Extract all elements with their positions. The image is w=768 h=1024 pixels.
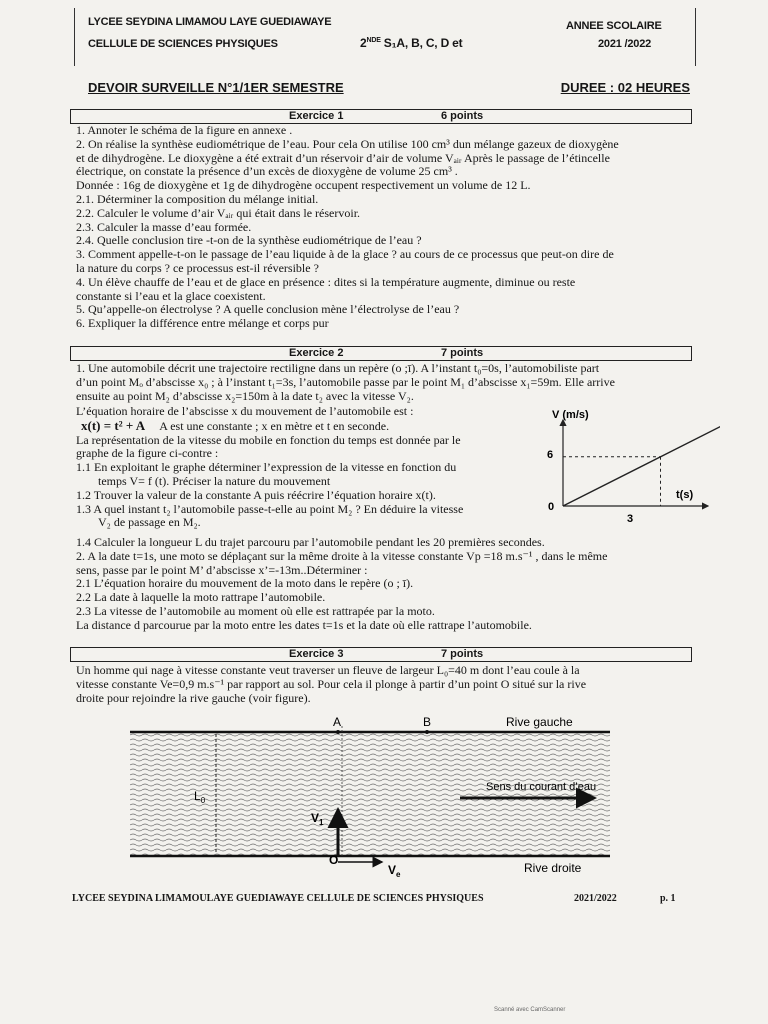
label-courant: Sens du courant d’eau [486,781,597,793]
school-name: LYCEE SEYDINA LIMAMOU LAYE GUEDIAWAYE [88,16,332,28]
velocity-line [563,419,720,506]
text-line: Donnée : 16g de dioxygène et 1g de dihydrogène occupent respectivement un volume de 12 L. [76,178,531,193]
text-line: constante si l’eau et la glace coexistent. [76,288,266,303]
label-ve: $V_e$ [388,863,401,879]
equation-horaire: x(t) = t² + A A est une constante ; x en mètre et t en seconde. [81,417,390,433]
class-label: 2NDE S₁A, B, C, D et [360,36,463,50]
label-l0: $L_0$ [194,789,206,805]
text-line: d’un point Mₒ d’abscisse x₀ ; à l’instant t₁=3s, l’automobile passe par le point M₁ d’abscisse x₁=59m. Elle arrive [76,374,615,389]
exercise-3-title: Exercice 3 [289,648,344,660]
y-axis-label: V (m/s) [552,409,589,421]
river-figure [130,712,640,884]
text-line: 1.4 Calculer la longueur L du trajet parcouru par l’automobile pendant les 20 premières secondes. [76,535,545,549]
label-b: B [423,715,432,729]
text-line: sens, passe par le point M’ d’abscisse x’=-13m..Déterminer : [76,562,368,577]
text-line: ensuite au point M₂ d’abscisse x₂=150m à la date t₂ avec la vitesse V₂. [76,388,414,403]
exercise-1-text [76,124,619,331]
label-rive-droite: Rive droite [524,861,582,875]
text-line: 2.2 La date à laquelle la moto rattrape l’automobile. [76,590,326,605]
exercise-1-title: Exercice 1 [289,110,344,122]
exercise-2-title: Exercice 2 [289,347,344,359]
label-o: O [329,853,339,867]
text-line: électrique, on constate la présence d’un excès de dioxygène de volume 25 cm³ . [76,164,458,179]
point-a [336,730,340,734]
page-number: p. 1 [660,893,676,904]
origin-label: 0 [548,501,555,513]
ex2-line: 1.1 En exploitant le graphe déterminer l’expression de la vitesse en fonction du [76,460,457,475]
x-axis-label: t(s) [676,489,694,501]
exercise-2-bar [70,346,692,361]
exercise-1-points: 6 points [441,110,484,122]
ex2-line: graphe de la figure ci-contre : [76,446,219,461]
river-water [130,732,610,856]
text-line: la nature du corps ? ce processus est-il réversible ? [76,260,319,275]
text-line: 2. A la date t=1s, une moto se déplaçant sur la même droite à la vitesse constante Vp =18 m.s⁻¹ , dans le même [76,548,608,563]
text-line: 2.3. Calculer la masse d’eau formée. [76,219,252,234]
exam-title: DEVOIR SURVEILLE N°1/1ER SEMESTRE [88,80,344,95]
exercise-3-text [76,664,586,705]
ex2-line: La représentation de la vitesse du mobile en fonction du temps est donnée par le [76,432,461,447]
label-rive-gauche: Rive gauche [506,715,573,729]
scanner-watermark: Scanné avec CamScanner [494,1007,566,1013]
ex2-line: L’équation horaire de l’abscisse x du mouvement de l’automobile est : [76,404,414,418]
school-year: 2021 /2022 [598,38,652,50]
exercise-2-bottom-text [76,536,607,633]
exercise-3-points: 7 points [441,648,484,660]
text-line: 2.3 La vitesse de l’automobile au moment où elle est rattrapée par la moto. [76,603,435,618]
text-line: vitesse constante Ve=0,9 m.s⁻¹ par rapport au sol. Pour cela il plonge à partir d’un point O situé sur la rive [76,676,587,691]
year-label: ANNEE SCOLAIRE [566,20,662,32]
text-line: 4. Un élève chauffe de l’eau et de glace en présence : dites si la température augmente, diminue ou reste [76,274,576,289]
footer-text: LYCEE SEYDINA LIMAMOULAYE GUEDIAWAYE CELLULE DE SCIENCES PHYSIQUES [72,893,484,904]
ex2-line: V₂ de passage en M₂. [98,515,201,530]
text-line: 1. Annoter le schéma de la figure en annexe . [76,123,293,137]
text-line: 3. Comment appelle-t-on le passage de l’eau liquide à de la glace ? au cours de ce processus que peut-on dire de [76,247,614,262]
text-line: 2.2. Calculer le volume d’air Vₐᵢᵣ qui était dans le réservoir. [76,205,361,220]
exercise-3-bar [70,647,692,662]
footer-year: 2021/2022 [574,893,617,904]
velocity-graph [530,404,720,526]
text-line: 5. Qu’appelle-on électrolyse ? A quelle conclusion mène l’électrolyse de l’eau ? [76,302,460,317]
text-line: 2.1. Déterminer la composition du mélange initial. [76,191,319,206]
text-line: 6. Expliquer la différence entre mélange et corps pur [76,316,329,331]
text-line: 2.1 L’équation horaire du mouvement de la moto dans le repère (o ; ī). [76,576,414,591]
text-line: et de dihydrogène. Le dioxygène a été extrait d’un réservoir d’air de volume Vₐᵢᵣ Après le passage de l’étincelle [76,150,610,165]
exercise-2-intro [76,362,615,403]
exercise-1-bar [70,109,692,124]
text-line: Un homme qui nage à vitesse constante veut traverser un fleuve de largeur L₀=40 m dont l’eau coule à la [76,663,580,677]
exercise-2-left-text [76,405,463,530]
exercise-2-points: 7 points [441,347,484,359]
x-tick-label: 3 [627,513,634,525]
text-line: droite pour rejoindre la rive gauche (voir figure). [76,690,311,705]
text-line: 2. On réalise la synthèse eudiométrique de l’eau. Pour cela On utilise 100 cm³ dun mélange gazeux de dioxygène [76,136,619,151]
text-line: La distance d parcourue par la moto entre les dates t=1s et la date où elle rattrape l’automobile. [76,617,532,632]
ex2-line: temps V= f (t). Préciser la nature du mouvement [98,473,331,488]
ex2-line: 1.3 A quel instant t₂ l’automobile passe-t-elle au point M₂ ? En déduire la vitesse [76,501,464,516]
exam-duration: DUREE : 02 HEURES [560,80,690,95]
label-v1: $V_1$ [311,811,324,827]
ex2-line: 1.2 Trouver la valeur de la constante A puis réécrire l’équation horaire x(t). [76,487,436,502]
point-b [425,730,429,734]
y-tick-label: 6 [547,449,554,461]
text-line: 2.4. Quelle conclusion tire -t-on de la synthèse eudiométrique de l’eau ? [76,233,422,248]
cell-name: CELLULE DE SCIENCES PHYSIQUES [88,38,278,50]
text-line: 1. Une automobile décrit une trajectoire rectiligne dans un repère (o ;ī). A l’instant t₀=0s, l’automobiliste part [76,361,600,375]
label-a: A [333,715,342,729]
